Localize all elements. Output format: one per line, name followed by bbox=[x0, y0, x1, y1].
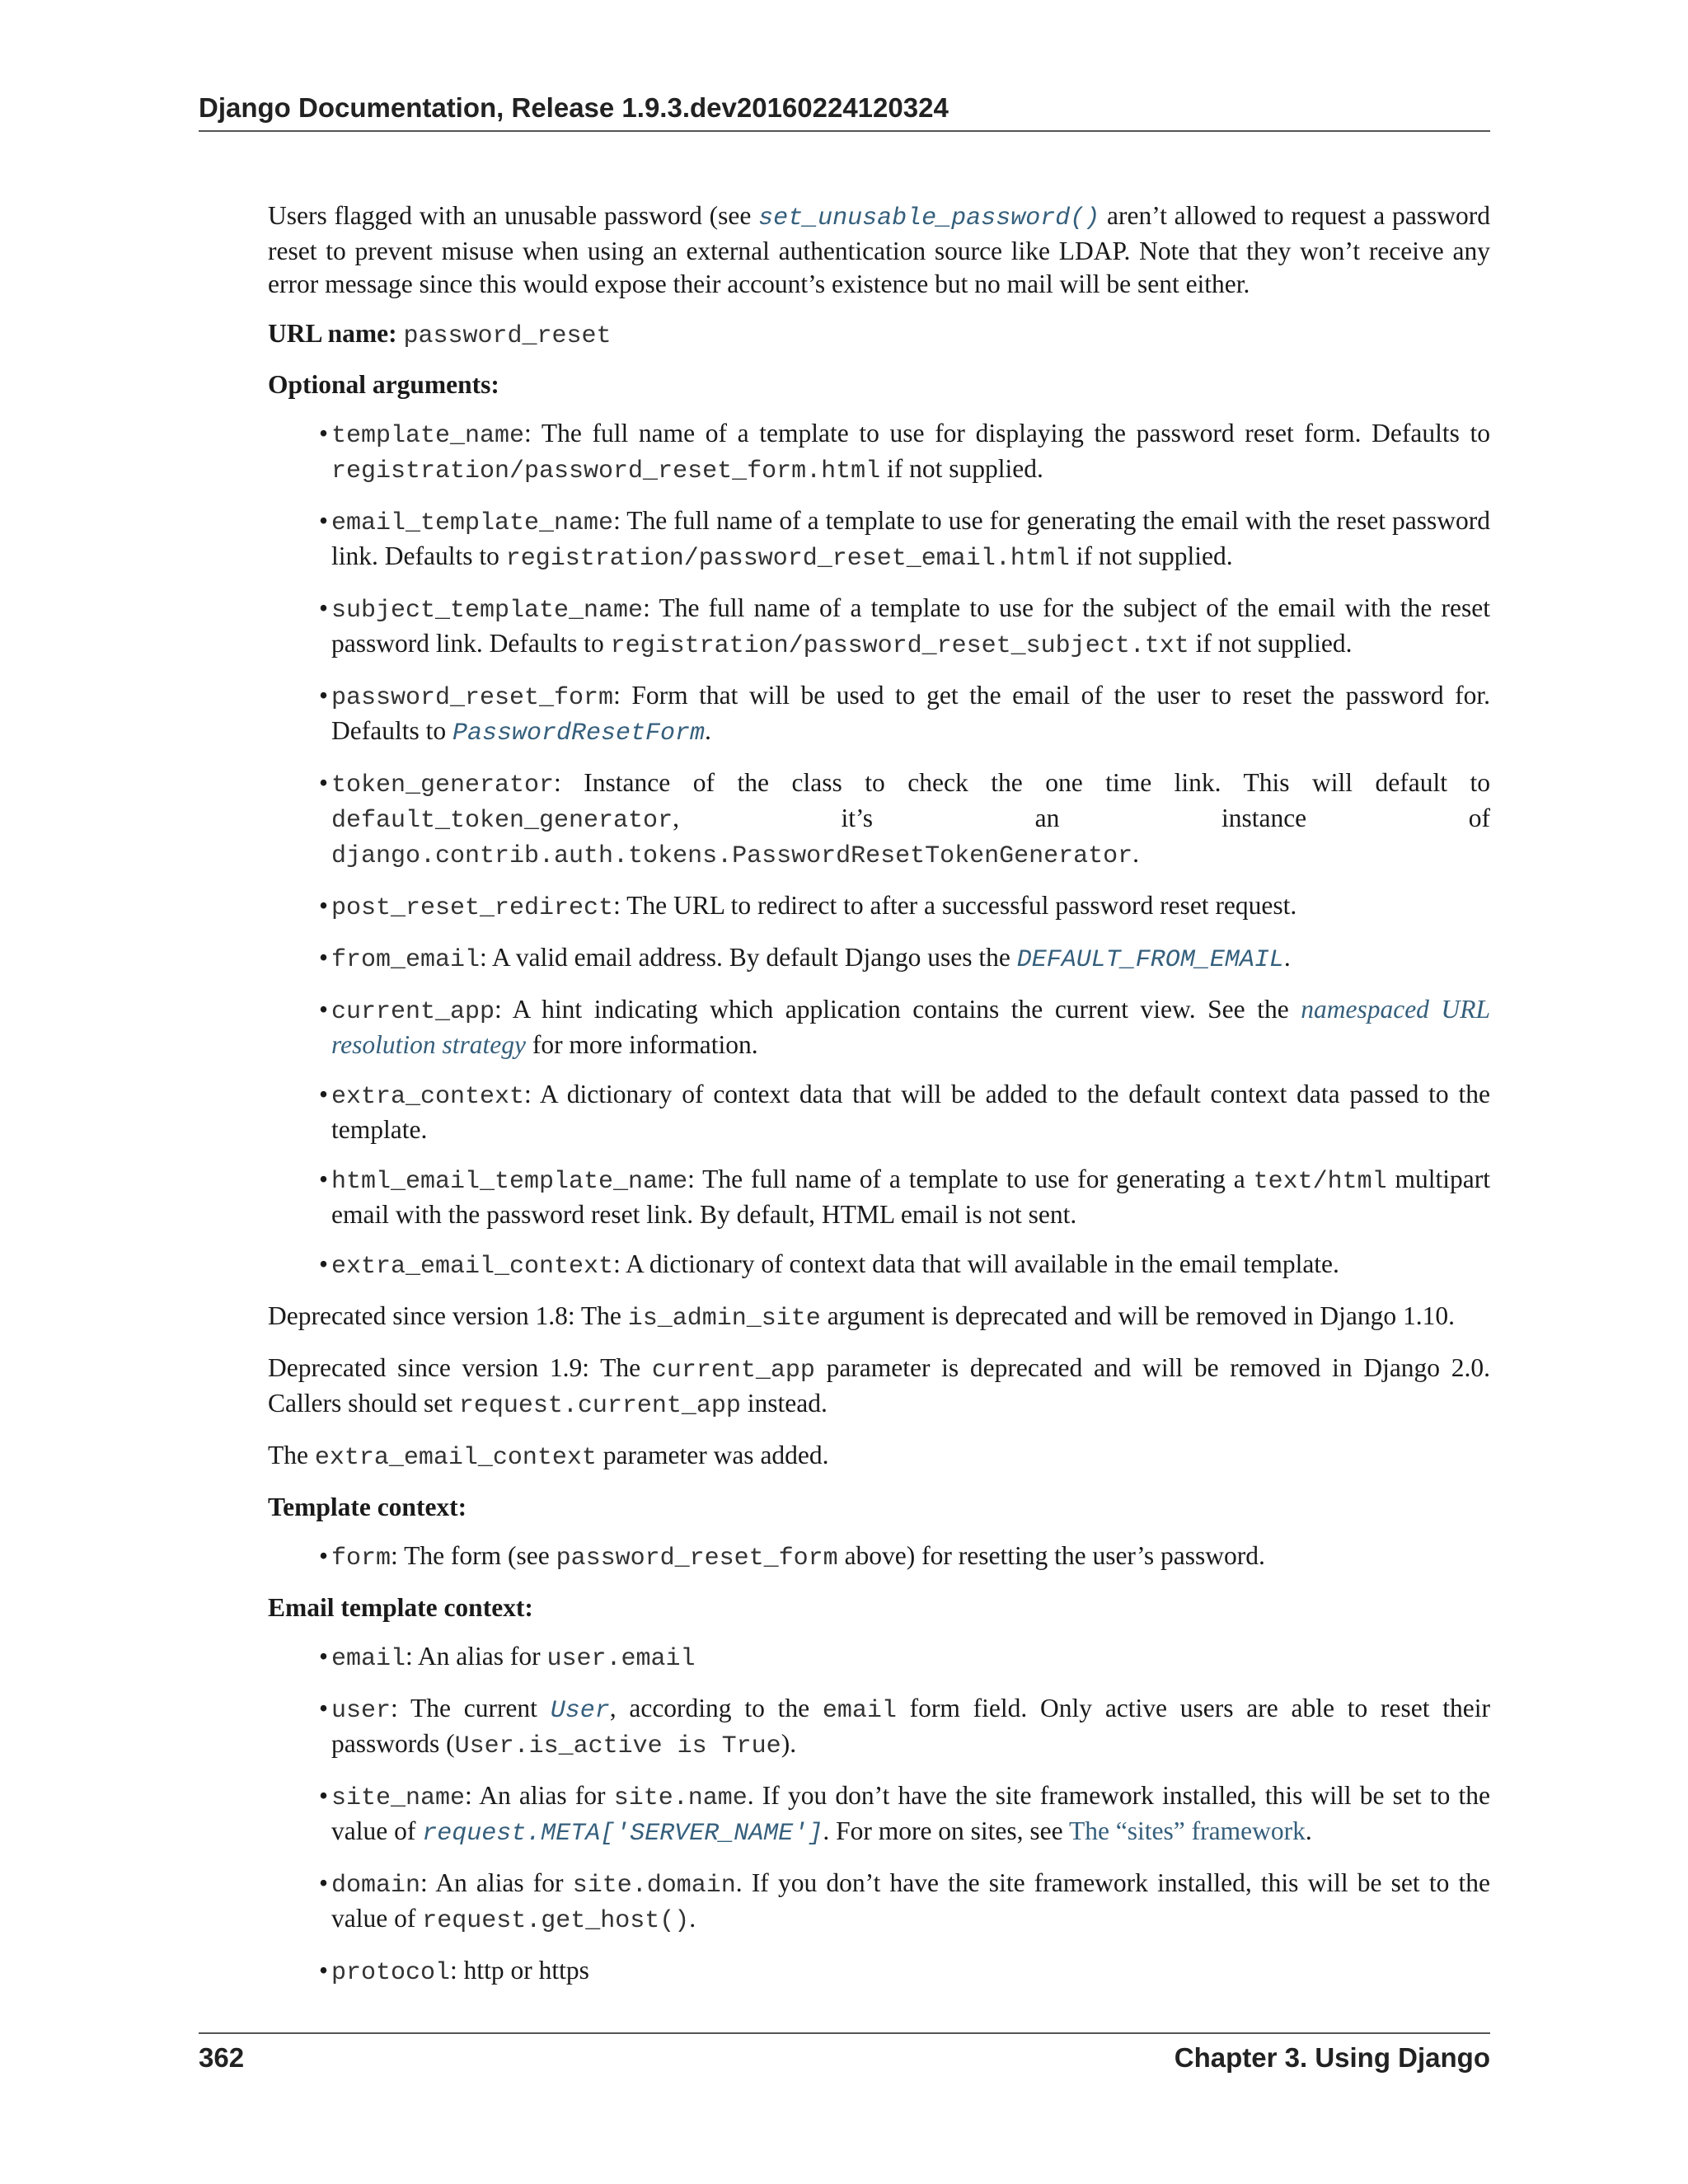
url-name-line bbox=[268, 317, 1490, 353]
template-context-heading bbox=[268, 1491, 1490, 1524]
code: User.is_active is True bbox=[454, 1732, 781, 1760]
email-template-context-label: Email template context: bbox=[268, 1593, 533, 1622]
list-item bbox=[319, 679, 1490, 750]
text: : A dictionary of context data that will available in the email template. bbox=[613, 1249, 1339, 1278]
text: : An alias for bbox=[420, 1868, 573, 1897]
text: . For more on sites, see bbox=[823, 1816, 1069, 1845]
text: Deprecated since version 1.9: The bbox=[268, 1353, 652, 1382]
text: . bbox=[1132, 839, 1140, 868]
intro-paragraph bbox=[268, 199, 1490, 301]
list-item bbox=[319, 889, 1490, 925]
arg-name: password_reset_form bbox=[331, 684, 614, 712]
text: : http or https bbox=[450, 1956, 589, 1985]
bullet-icon: • bbox=[319, 419, 329, 448]
template-context-label: Template context: bbox=[268, 1493, 467, 1521]
code: is_admin_site bbox=[627, 1305, 821, 1333]
arg-name: current_app bbox=[331, 998, 495, 1026]
default-from-email-link[interactable]: DEFAULT_FROM_EMAIL bbox=[1016, 946, 1284, 974]
text: instead. bbox=[740, 1389, 828, 1418]
bullet-icon: • bbox=[319, 1541, 329, 1570]
code: django.contrib.auth.tokens.PasswordResetTokenGenerator bbox=[331, 842, 1133, 870]
text: : The full name of a template to use for displaying the password reset form. Defaults to bbox=[524, 419, 1490, 448]
code: email bbox=[822, 1697, 897, 1725]
list-item bbox=[319, 993, 1490, 1062]
page-header bbox=[199, 92, 1490, 132]
page-footer bbox=[199, 2032, 1490, 2073]
code: site.name bbox=[613, 1784, 748, 1812]
text: : The full name of a template to use for the subject of the email with the reset password link. Defaults to bbox=[331, 593, 1490, 658]
arg-name: protocol bbox=[331, 1959, 451, 1987]
arg-name: site_name bbox=[331, 1784, 466, 1812]
text: . bbox=[705, 716, 711, 745]
bullet-icon: • bbox=[319, 1165, 329, 1193]
list-item bbox=[319, 1954, 1490, 1990]
code: registration/password_reset_subject.txt bbox=[610, 632, 1189, 660]
text: , according to the bbox=[609, 1694, 823, 1722]
list-item bbox=[319, 1867, 1490, 1938]
bullet-icon: • bbox=[319, 768, 329, 797]
bullet-icon: • bbox=[319, 995, 329, 1024]
bullet-icon: • bbox=[319, 1249, 329, 1278]
list-item bbox=[319, 504, 1490, 575]
bullet-icon: • bbox=[319, 506, 329, 535]
arg-name: html_email_template_name bbox=[331, 1168, 688, 1196]
email-template-context-list bbox=[268, 1640, 1490, 1990]
bullet-icon: • bbox=[319, 891, 329, 920]
list-item bbox=[319, 766, 1490, 873]
email-template-context-heading bbox=[268, 1591, 1490, 1624]
arg-name: email bbox=[331, 1645, 406, 1673]
text: : The full name of a template to use for generating the email with the reset password link. Defaults to bbox=[331, 506, 1490, 570]
arg-name: extra_context bbox=[331, 1083, 525, 1111]
text: : The full name of a template to use for generating a bbox=[687, 1165, 1254, 1193]
document-title: Django Documentation, Release 1.9.3.dev20160224120324 bbox=[199, 92, 949, 123]
text: Deprecated since version 1.8: The bbox=[268, 1301, 628, 1330]
text: . bbox=[689, 1904, 696, 1933]
arg-name: email_template_name bbox=[331, 509, 614, 537]
text: if not supplied. bbox=[1069, 541, 1233, 570]
code: site.domain bbox=[572, 1872, 736, 1900]
text: : An alias for bbox=[406, 1642, 547, 1671]
text: parameter is deprecated and will be removed in Django 2.0. Callers should set bbox=[268, 1353, 1490, 1418]
extra-email-context-added-note bbox=[268, 1439, 1490, 1474]
text: : Form that will be used to get the email of the user to reset the password for. Defaults to bbox=[331, 681, 1490, 745]
list-item bbox=[319, 417, 1490, 488]
list-item bbox=[319, 1779, 1490, 1850]
text: ). bbox=[781, 1729, 797, 1758]
text: Users flagged with an unusable password (see bbox=[268, 201, 759, 230]
text: . If you don’t have the site framework installed, this will be set to the value of bbox=[331, 1781, 1490, 1845]
text: : The URL to redirect to after a successful password reset request. bbox=[613, 891, 1297, 920]
bullet-icon: • bbox=[319, 1956, 329, 1985]
bullet-icon: • bbox=[319, 1080, 329, 1108]
user-link[interactable]: User bbox=[550, 1697, 610, 1725]
list-item bbox=[319, 592, 1490, 663]
template-context-list bbox=[268, 1540, 1490, 1575]
text: . If you don’t have the site framework installed, this will be set to the value of bbox=[331, 1868, 1490, 1933]
server-name-link[interactable]: request.META['SERVER_NAME'] bbox=[422, 1820, 823, 1848]
list-item bbox=[319, 1248, 1490, 1283]
code: request.get_host() bbox=[422, 1907, 690, 1935]
code: text/html bbox=[1253, 1168, 1387, 1196]
deprecated-1-8-note bbox=[268, 1300, 1490, 1335]
text: if not supplied. bbox=[1189, 629, 1353, 658]
namespaced-url-link[interactable]: namespaced URL resolution strategy bbox=[331, 995, 1490, 1059]
text: parameter was added. bbox=[596, 1441, 829, 1469]
set-unusable-password-link[interactable]: set_unusable_password() bbox=[758, 204, 1100, 232]
text: . bbox=[1283, 943, 1291, 972]
list-item bbox=[319, 941, 1490, 977]
bullet-icon: • bbox=[319, 1868, 329, 1897]
optional-arguments-label: Optional arguments: bbox=[268, 370, 499, 399]
bullet-icon: • bbox=[319, 943, 329, 972]
code: registration/password_reset_form.html bbox=[331, 457, 881, 485]
code: extra_email_context bbox=[314, 1444, 597, 1472]
bullet-icon: • bbox=[319, 593, 329, 622]
chapter-title: Chapter 3. Using Django bbox=[1174, 2042, 1490, 2073]
optional-arguments-list bbox=[268, 417, 1490, 1283]
code: default_token_generator bbox=[331, 807, 673, 835]
text: : The current bbox=[391, 1694, 551, 1722]
bullet-icon: • bbox=[319, 1781, 329, 1810]
password-reset-form-link[interactable]: PasswordResetForm bbox=[452, 719, 706, 748]
list-item bbox=[319, 1078, 1490, 1146]
arg-name: user bbox=[331, 1697, 392, 1725]
arg-name: post_reset_redirect bbox=[331, 894, 614, 922]
bullet-icon: • bbox=[319, 1642, 329, 1671]
text: : An alias for bbox=[465, 1781, 614, 1810]
text: for more information. bbox=[525, 1030, 758, 1059]
code: request.current_app bbox=[458, 1392, 741, 1420]
text: : A hint indicating which application contains the current view. See the bbox=[495, 995, 1301, 1024]
arg-name: from_email bbox=[331, 946, 481, 974]
text: The bbox=[268, 1441, 315, 1469]
text: : A valid email address. By default Django uses the bbox=[480, 943, 1017, 972]
page-content bbox=[268, 199, 1490, 2006]
text: argument is deprecated and will be removed in Django 1.10. bbox=[820, 1301, 1456, 1330]
code: password_reset_form bbox=[556, 1544, 838, 1572]
url-name-label: URL name: bbox=[268, 319, 397, 348]
text: : Instance of the class to check the one time link. This will default to bbox=[554, 768, 1490, 797]
bullet-icon: • bbox=[319, 681, 329, 710]
deprecated-1-9-note bbox=[268, 1352, 1490, 1422]
text: . bbox=[1305, 1816, 1312, 1845]
code: user.email bbox=[546, 1645, 696, 1673]
arg-name: template_name bbox=[331, 422, 525, 450]
sites-framework-link[interactable]: The “sites” framework bbox=[1068, 1816, 1306, 1845]
list-item bbox=[319, 1692, 1490, 1763]
list-item bbox=[319, 1640, 1490, 1675]
list-item bbox=[319, 1163, 1490, 1231]
url-name-value: password_reset bbox=[403, 322, 612, 350]
optional-arguments-heading bbox=[268, 368, 1490, 401]
list-item bbox=[319, 1540, 1490, 1575]
page-number: 362 bbox=[199, 2042, 245, 2073]
code: current_app bbox=[651, 1357, 815, 1385]
text: above) for resetting the user’s password. bbox=[837, 1541, 1265, 1570]
arg-name: domain bbox=[331, 1872, 421, 1900]
text: form field. Only active users are able to reset their passwords ( bbox=[331, 1694, 1491, 1758]
arg-name: subject_template_name bbox=[331, 597, 644, 625]
arg-name: extra_email_context bbox=[331, 1253, 614, 1281]
text: : A dictionary of context data that will be added to the default context data passed to the template. bbox=[331, 1080, 1490, 1144]
text: if not supplied. bbox=[880, 454, 1043, 483]
text: : The form (see bbox=[391, 1541, 556, 1570]
arg-name: form bbox=[331, 1544, 392, 1572]
text: multipart email with the password reset link. By default, HTML email is not sent. bbox=[331, 1165, 1490, 1229]
text: aren’t allowed to request a password reset to prevent misuse when using an external authentication source like LDAP. Note that they won’t receive any error message since this would expose their account’s existence but no mail will be sent either. bbox=[268, 201, 1490, 298]
arg-name: token_generator bbox=[331, 771, 555, 799]
text: , it’s an instance of bbox=[673, 804, 1490, 832]
code: registration/password_reset_email.html bbox=[505, 545, 1070, 573]
bullet-icon: • bbox=[319, 1694, 329, 1722]
